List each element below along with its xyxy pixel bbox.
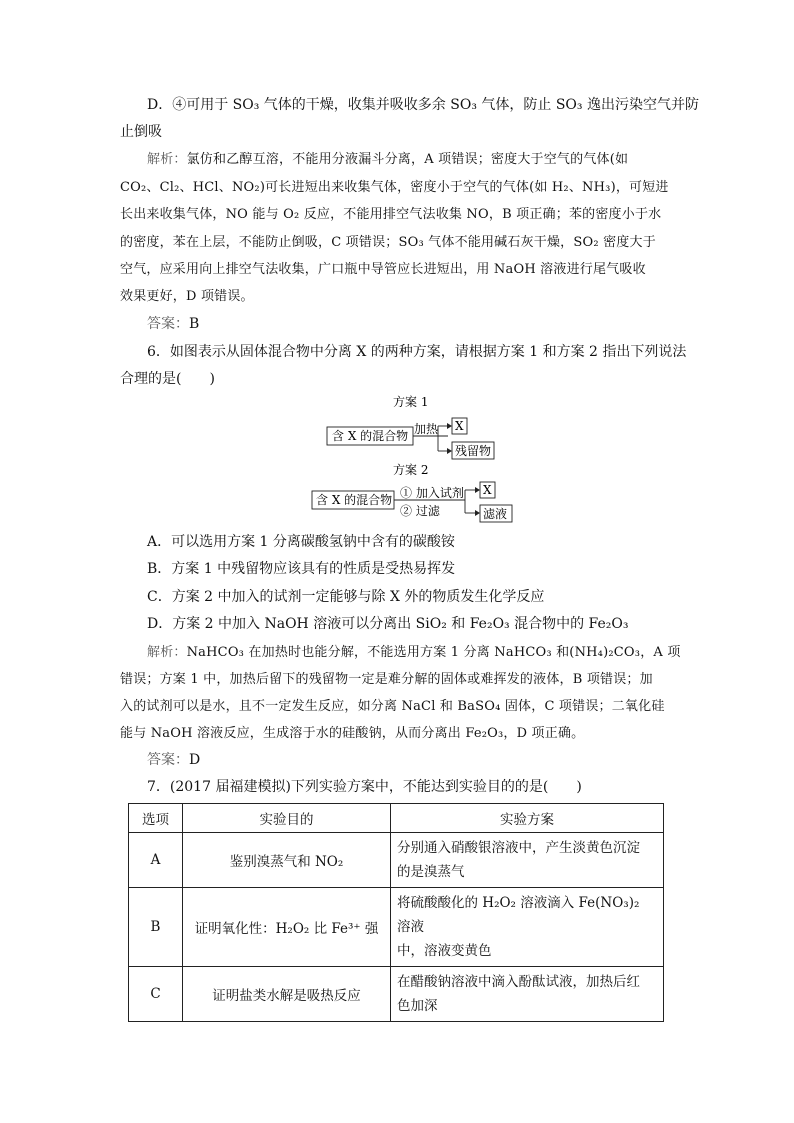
answer-label: 答案：	[147, 752, 189, 768]
explanation-text: 氯仿和乙醇互溶，不能用分液漏斗分离，A 项错误；密度大于空气的气体(如	[186, 152, 629, 167]
q6-option-c: C．方案 2 中加入的试剂一定能够与除 X 外的物质发生化学反应	[147, 589, 545, 605]
row-plan	[391, 967, 664, 1022]
q5-explanation-line: 长出来收集气体，NO 能与 O₂ 反应，不能用排空气法收集 NO，B 项正确；苯的密度小于水	[120, 207, 662, 222]
table-row	[129, 833, 664, 888]
plan-line: 色加深	[397, 998, 438, 1014]
row-option: A	[129, 833, 183, 888]
scheme1-source: 含 X 的混合物	[332, 429, 409, 443]
answer-value: B	[189, 316, 200, 332]
plan-line: 的是溴蒸气	[397, 864, 465, 880]
header-purpose: 实验目的	[183, 804, 391, 833]
scheme2-output-filtrate: 滤液	[483, 507, 508, 521]
table-header-row	[129, 804, 664, 833]
header-plan: 实验方案	[391, 804, 664, 833]
scheme1-output-x: X	[455, 419, 464, 433]
q6-explanation-line: 入的试剂可以是水，且不一定发生反应，如分离 NaCl 和 BaSO₄ 固体，C 项错误；二氧化硅	[120, 699, 665, 714]
q5-option-d-cont: 止倒吸	[120, 124, 162, 140]
q6-answer	[147, 750, 200, 770]
plan-line: 分别通入硝酸银溶液中，产生淡黄色沉淀	[397, 840, 640, 856]
arrowhead	[475, 510, 480, 516]
row-purpose: 证明氧化性：H₂O₂ 比 Fe³⁺ 强	[183, 888, 391, 967]
plan-line: 中，溶液变黄色	[397, 943, 492, 959]
scheme2-output-x: X	[483, 483, 492, 497]
arrowhead	[475, 487, 480, 493]
scheme2-source: 含 X 的混合物	[316, 493, 393, 507]
header-option: 选项	[129, 804, 183, 833]
q6-explanation-line: 能与 NaOH 溶液反应，生成溶于水的硅酸钠，从而分离出 Fe₂O₃，D 项正确。	[120, 726, 585, 741]
q7-stem: 7．(2017 届福建模拟)下列实验方案中，不能达到实验目的的是( )	[147, 779, 582, 795]
scheme2-title: 方案 2	[393, 463, 429, 477]
row-plan	[391, 888, 664, 967]
scheme1-step: 加热	[414, 422, 439, 436]
scheme1-output-residue: 残留物	[455, 444, 492, 458]
plan-line: 将硫酸酸化的 H₂O₂ 溶液滴入 Fe(NO₃)₂ 溶液	[397, 895, 640, 935]
q5-explanation-line	[147, 150, 628, 170]
scheme1-title: 方案 1	[393, 395, 429, 409]
q6-option-d: D．方案 2 中加入 NaOH 溶液可以分离出 SiO₂ 和 Fe₂O₃ 混合物中的 Fe₂O₃	[147, 616, 629, 632]
scheme2-step2: ② 过滤	[400, 504, 440, 518]
row-purpose: 鉴别溴蒸气和 NO₂	[183, 833, 391, 888]
explanation-text: NaHCO₃ 在加热时也能分解，不能选用方案 1 分离 NaHCO₃ 和(NH₄)₂CO₃，A 项	[186, 645, 681, 660]
answer-value: D	[189, 752, 201, 768]
answer-label: 答案：	[147, 316, 189, 332]
arrowhead	[447, 423, 452, 429]
row-purpose: 证明盐类水解是吸热反应	[183, 967, 391, 1022]
q5-explanation-line: 的密度，苯在上层，不能防止倒吸，C 项错误；SO₃ 气体不能用碱石灰干燥，SO₂ 密度大于	[120, 235, 656, 250]
arrowhead	[447, 448, 452, 454]
q6-option-b: B．方案 1 中残留物应该具有的性质是受热易挥发	[147, 561, 456, 577]
separation-scheme-diagram	[310, 395, 520, 530]
q5-answer	[147, 314, 199, 334]
q5-option-d: D．④可用于 SO₃ 气体的干燥，收集并吸收多余 SO₃ 气体，防止 SO₃ 逸出污染空气并防	[147, 97, 699, 113]
plan-line: 在醋酸钠溶液中滴入酚酞试液，加热后红	[397, 974, 640, 990]
scheme2-step1: ① 加入试剂	[400, 486, 464, 500]
table-row	[129, 888, 664, 967]
experiment-table	[128, 803, 664, 1022]
explanation-label: 解析：	[147, 645, 187, 660]
q6-stem: 6．如图表示从固体混合物中分离 X 的两种方案，请根据方案 1 和方案 2 指出下列说法	[147, 344, 687, 360]
q6-explanation-line	[147, 643, 681, 663]
row-option: C	[129, 967, 183, 1022]
table-row	[129, 967, 664, 1022]
row-plan	[391, 833, 664, 888]
q6-stem-cont: 合理的是( )	[120, 371, 215, 387]
q6-option-a: A．可以选用方案 1 分离碳酸氢钠中含有的碳酸铵	[147, 534, 455, 550]
q6-explanation-line: 错误；方案 1 中，加热后留下的残留物一定是难分解的固体或难挥发的液体，B 项错误；加	[120, 672, 653, 687]
q5-explanation-line: 空气，应采用向上排空气法收集，广口瓶中导管应长进短出，用 NaOH 溶液进行尾气吸收	[120, 262, 646, 277]
explanation-label: 解析：	[147, 152, 187, 167]
q5-explanation-line: 效果更好，D 项错误。	[120, 289, 254, 304]
row-option: B	[129, 888, 183, 967]
q5-explanation-line: CO₂、Cl₂、HCl、NO₂)可长进短出来收集气体，密度小于空气的气体(如 H₂、NH₃)，可短进	[120, 180, 669, 195]
